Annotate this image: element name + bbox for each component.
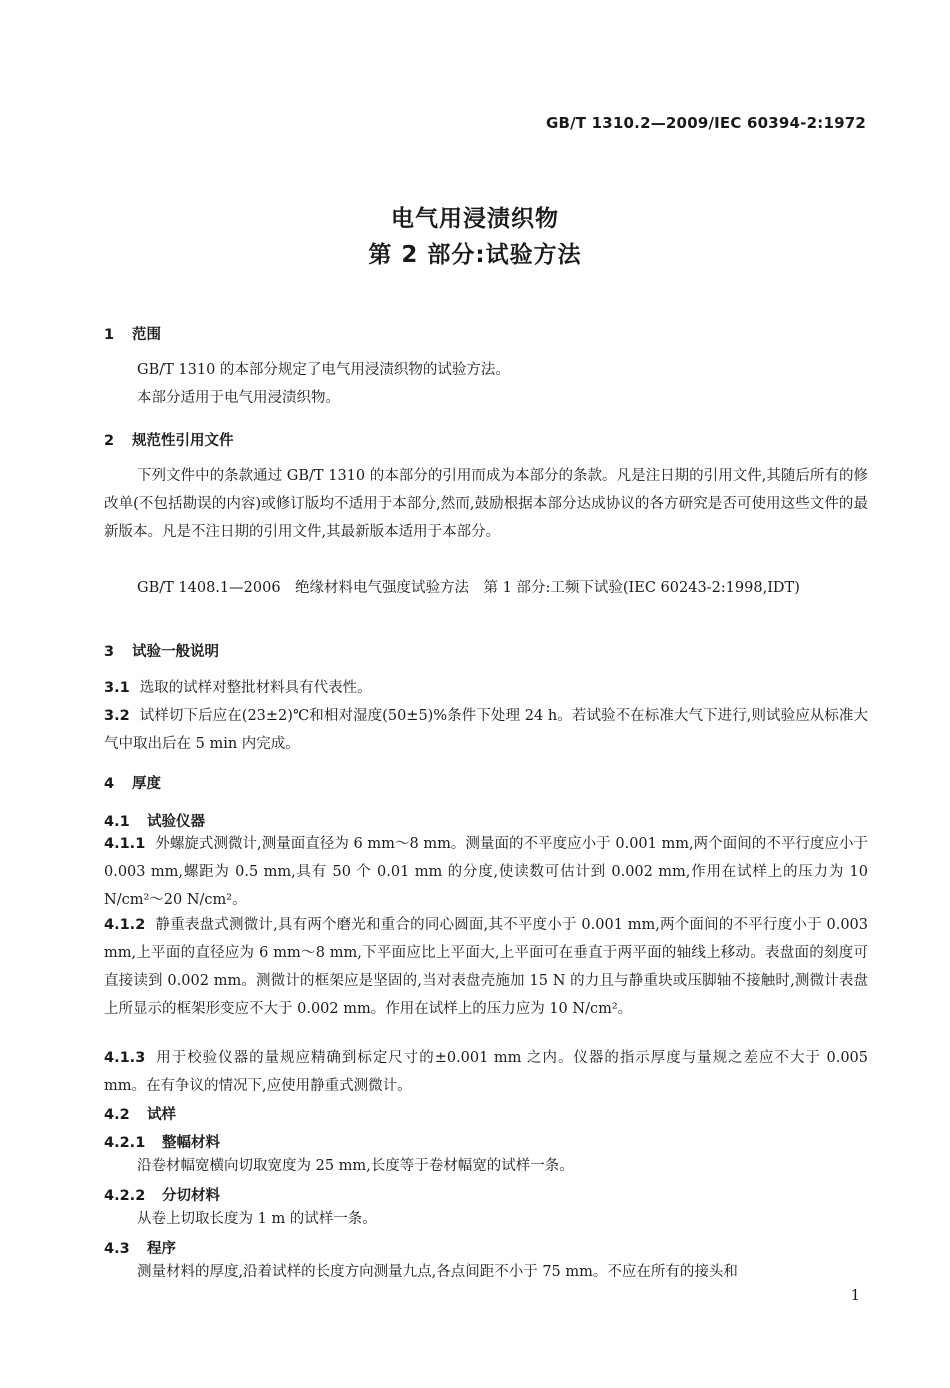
standard-code: GB/T 1310.2—2009/IEC 60394-2:1972 [545,114,866,132]
section-3-heading [104,640,219,661]
section-number: 4 [104,776,115,792]
clause-number: 3.2 [104,708,130,724]
clause-number: 4.2 [104,1107,130,1123]
clause-4-1-1 [104,830,868,914]
clause-number: 4.2.2 [104,1188,146,1204]
clause-title: 程序 [147,1241,176,1257]
clause-4-1-heading [104,810,205,831]
clause-3-2 [104,702,868,758]
paragraph: 测量材料的厚度,沿着试样的长度方向测量九点,各点间距不小于 75 mm。不应在所有的接头和 [137,1264,738,1280]
paragraph: 下列文件中的条款通过 GB/T 1310 的本部分的引用而成为本部分的条款。凡是注日期的引用文件,其随后所有的修改单(不包括勘误的内容)或修订版均不适用于本部分,然而,鼓励根据本部分达成协议的各方研究是否可使用这些文件的最新版本。凡是不注日期的引用文件,其最新版本适用于本部分。 [104,468,868,540]
section-4-heading [104,772,161,793]
clause-4-1-3 [104,1044,868,1100]
section-2-heading [104,429,234,450]
clause-number: 4.1.1 [104,836,146,852]
section-title: 厚度 [132,776,161,792]
clause-text: 外螺旋式测微计,测量面直径为 6 mm～8 mm。测量面的不平度应小于 0.001 mm,两个面间的不平行度应小于 0.003 mm,螺距为 0.5 mm,具有 50 个 0.01 mm 的分度,使读数可估计到 0.002 mm,作用在试样上的压力为 10 N/cm²～20 N/cm²。 [104,836,869,908]
clause-number: 4.3 [104,1241,130,1257]
paragraph: 从卷上切取长度为 1 m 的试样一条。 [137,1211,377,1227]
clause-number: 4.1.2 [104,917,146,933]
section-title: 试验一般说明 [132,644,219,660]
paragraph: GB/T 1310 的本部分规定了电气用浸渍织物的试验方法。 [137,362,510,378]
document-title: 电气用浸渍织物 [391,206,559,232]
clause-number: 4.1 [104,814,130,830]
clause-4-2-heading [104,1103,176,1124]
clause-title: 试样 [147,1107,176,1123]
paragraph: 本部分适用于电气用浸渍织物。 [137,390,340,406]
clause-4-2-1-heading [104,1131,220,1152]
clause-text: 试样切下后应在(23±2)℃和相对湿度(50±5)%条件下处理 24 h。若试验不在标准大气下进行,则试验应从标准大气中取出后在 5 min 内完成。 [104,708,868,752]
clause-number: 3.1 [104,680,130,696]
section-number: 3 [104,644,115,660]
clause-title: 整幅材料 [162,1135,220,1151]
paragraph: 沿卷材幅宽横向切取宽度为 25 mm,长度等于卷材幅宽的试样一条。 [137,1158,574,1174]
clause-title: 试验仪器 [147,814,205,830]
section-title: 规范性引用文件 [132,433,234,449]
clause-title: 分切材料 [162,1188,220,1204]
clause-text: 用于校验仪器的量规应精确到标定尺寸的±0.001 mm 之内。仪器的指示厚度与量规之差应不大于 0.005 mm。在有争议的情况下,应使用静重式测微计。 [104,1050,868,1094]
section-number: 2 [104,433,115,449]
clause-3-1 [104,674,868,702]
section-title: 范围 [132,327,161,343]
section-number: 1 [104,327,115,343]
clause-number: 4.1.3 [104,1050,146,1066]
clause-4-1-2 [104,911,868,1023]
clause-text: 静重表盘式测微计,具有两个磨光和重合的同心圆面,其不平度小于 0.001 mm,两个面间的不平行度小于 0.003 mm,上平面的直径应为 6 mm～8 mm,下平面应比上平面大,上平面可在垂直于两平面的轴线上移动。表盘面的刻度可直接读到 0.002 mm。测微计的框架应是坚固的,当对表盘壳施加 15 N 的力且与静重块或压脚轴不接触时,测微计表盘上所显示的框架形变应不大于 0.002 mm。作用在试样上的压力应为 10 N/cm²。 [104,917,868,1017]
clause-number: 4.2.1 [104,1135,146,1151]
section-1-heading [104,323,161,344]
normative-reference: GB/T 1408.1—2006 绝缘材料电气强度试验方法 第 1 部分:工频下试验(IEC 60243-2:1998,IDT) [137,580,800,596]
page-number: 1 [850,1288,860,1304]
document-subtitle: 第 2 部分:试验方法 [368,242,582,268]
clause-4-2-2-heading [104,1184,220,1205]
clause-text: 选取的试样对整批材料具有代表性。 [139,680,372,696]
clause-4-3-heading [104,1237,176,1258]
